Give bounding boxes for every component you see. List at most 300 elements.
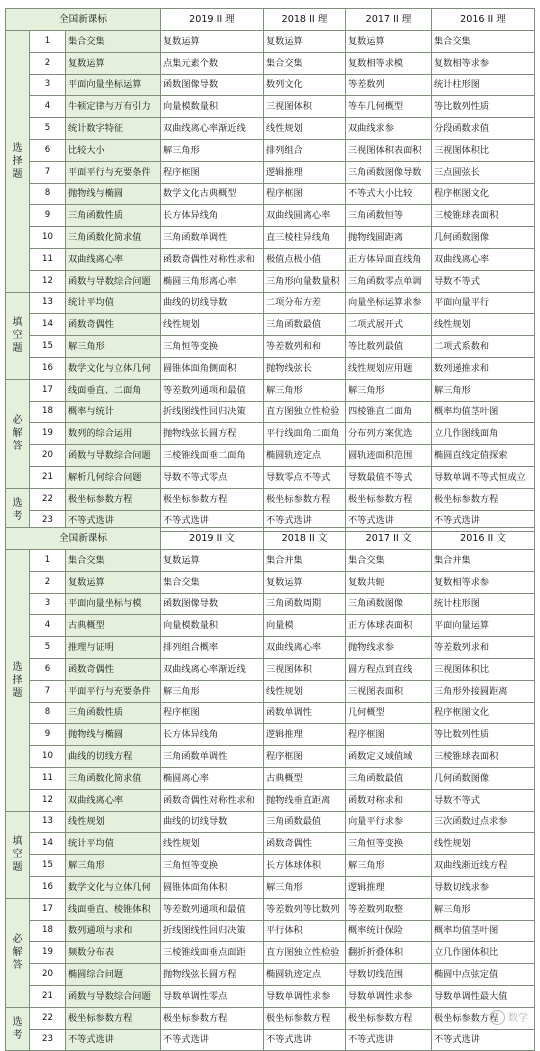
table-row bbox=[6, 767, 535, 789]
topic-cell: 不等式选讲 bbox=[264, 1029, 346, 1051]
topic-cell: 三棱锥线面垂二面角 bbox=[161, 445, 264, 467]
topic-cell: 圆轨迹面积范围 bbox=[346, 445, 432, 467]
topic-cell: 极坐标参数方程 bbox=[264, 488, 346, 510]
topic-cell: 圆方程点到直线 bbox=[346, 658, 432, 680]
topic-cell: 曲线的切线方程 bbox=[66, 746, 161, 768]
topic-cell: 三角函数恒等 bbox=[346, 205, 432, 227]
watermark-text: 数学 bbox=[508, 1012, 528, 1024]
topic-cell: 三角函数图像 bbox=[346, 593, 432, 615]
topic-cell: 双曲线离心率 bbox=[432, 248, 535, 270]
topic-cell: 复数共轭 bbox=[346, 571, 432, 593]
topic-cell: 抛物线垂直距离 bbox=[264, 789, 346, 811]
table-row bbox=[6, 898, 535, 920]
topic-cell: 三角恒等变换 bbox=[161, 855, 264, 877]
table-row bbox=[6, 985, 535, 1007]
topic-cell: 线性规划 bbox=[432, 833, 535, 855]
topic-cell: 双曲线求参 bbox=[346, 118, 432, 140]
topic-cell: 解析几何综合问题 bbox=[66, 466, 161, 488]
question-number: 12 bbox=[30, 789, 66, 811]
topic-cell: 抛物线与椭圆 bbox=[66, 183, 161, 205]
table-row bbox=[6, 227, 535, 249]
topic-cell: 导数最值不等式 bbox=[346, 466, 432, 488]
topic-cell: 概率统计保险 bbox=[346, 920, 432, 942]
topic-cell: 古典概型 bbox=[264, 767, 346, 789]
topic-cell: 抛物线与椭圆 bbox=[66, 724, 161, 746]
question-number: 2 bbox=[30, 52, 66, 74]
table-row bbox=[6, 248, 535, 270]
topic-cell: 线性规划应用题 bbox=[346, 357, 432, 379]
table-row bbox=[6, 746, 535, 768]
question-number: 9 bbox=[30, 205, 66, 227]
topic-cell: 平行体积 bbox=[264, 920, 346, 942]
question-number: 13 bbox=[30, 292, 66, 314]
table-row bbox=[6, 833, 535, 855]
question-number: 4 bbox=[30, 96, 66, 118]
topic-cell: 解三角形 bbox=[432, 379, 535, 401]
topic-cell: 程序框图 bbox=[346, 724, 432, 746]
header-row bbox=[6, 528, 535, 550]
topic-cell: 正方体球表面积 bbox=[346, 615, 432, 637]
topic-cell: 等差数列和和 bbox=[264, 336, 346, 358]
topic-cell: 函数奇偶性 bbox=[66, 314, 161, 336]
table-row bbox=[6, 942, 535, 964]
topic-cell: 三角函数化简求值 bbox=[66, 767, 161, 789]
topic-cell: 三角恒等变换 bbox=[161, 336, 264, 358]
topic-cell: 逻辑推理 bbox=[264, 724, 346, 746]
topic-cell: 椭圆直线定值探索 bbox=[432, 445, 535, 467]
arts-exam-table bbox=[5, 527, 535, 1051]
topic-cell: 三角函数图像导数 bbox=[346, 161, 432, 183]
topic-cell: 向量模数量积 bbox=[161, 96, 264, 118]
topic-cell: 统计数字特征 bbox=[66, 118, 161, 140]
topic-cell: 三角函数零点单调 bbox=[346, 270, 432, 292]
topic-cell: 向量平行求参 bbox=[346, 811, 432, 833]
topic-cell: 三角函数性质 bbox=[66, 702, 161, 724]
topic-cell: 向量模 bbox=[264, 615, 346, 637]
topic-cell: 线性规划 bbox=[161, 314, 264, 336]
topic-cell: 平面平行与充要条件 bbox=[66, 680, 161, 702]
table-row bbox=[6, 593, 535, 615]
table-row bbox=[6, 964, 535, 986]
topic-cell: 概率与统计 bbox=[66, 401, 161, 423]
question-number: 23 bbox=[30, 1029, 66, 1051]
topic-cell: 逻辑推理 bbox=[264, 161, 346, 183]
topic-cell: 三角形外接圆距离 bbox=[432, 680, 535, 702]
topic-cell: 线性规划 bbox=[161, 833, 264, 855]
topic-cell: 集合交集 bbox=[432, 31, 535, 53]
topic-cell: 平面向量平行 bbox=[432, 292, 535, 314]
topic-cell: 函数图像导数 bbox=[161, 593, 264, 615]
topic-cell: 三次函数过点求参 bbox=[432, 811, 535, 833]
question-number: 13 bbox=[30, 811, 66, 833]
topic-cell: 等差数列通项和最值 bbox=[161, 379, 264, 401]
table-row bbox=[6, 379, 535, 401]
question-number: 5 bbox=[30, 118, 66, 140]
year-header: 2017 II 理 bbox=[346, 9, 432, 31]
topic-cell: 抛物线弦长圆方程 bbox=[161, 964, 264, 986]
question-number: 18 bbox=[30, 920, 66, 942]
topic-cell: 不等式选讲 bbox=[66, 510, 161, 532]
table-row bbox=[6, 724, 535, 746]
section-label: 必解答 bbox=[6, 379, 30, 488]
topic-cell: 集合并集 bbox=[432, 550, 535, 572]
topic-cell: 函数奇偶性 bbox=[66, 658, 161, 680]
topic-cell: 曲线的切线导数 bbox=[161, 292, 264, 314]
topic-cell: 程序框图文化 bbox=[432, 183, 535, 205]
topic-cell: 极坐标参数方程 bbox=[346, 488, 432, 510]
topic-cell: 不等式选讲 bbox=[264, 510, 346, 532]
topic-cell: 排列组合 bbox=[264, 139, 346, 161]
topic-cell: 导数单调性最大值 bbox=[432, 985, 535, 1007]
topic-cell: 比较大小 bbox=[66, 139, 161, 161]
topic-cell: 统计平均值 bbox=[66, 292, 161, 314]
year-header: 2018 II 文 bbox=[264, 528, 346, 550]
topic-cell: 数列的综合运用 bbox=[66, 423, 161, 445]
topic-cell: 三角函数单调性 bbox=[161, 746, 264, 768]
topic-cell: 不等式选讲 bbox=[346, 1029, 432, 1051]
table-row bbox=[6, 292, 535, 314]
topic-cell: 等车几何概型 bbox=[346, 96, 432, 118]
table-row bbox=[6, 96, 535, 118]
topic-cell: 推理与证明 bbox=[66, 637, 161, 659]
table-row bbox=[6, 488, 535, 510]
topic-cell: 三点圆弦长 bbox=[432, 161, 535, 183]
topic-cell: 复数运算 bbox=[346, 31, 432, 53]
topic-cell: 分布列方案优选 bbox=[346, 423, 432, 445]
topic-cell: 三视图体积比 bbox=[432, 658, 535, 680]
question-number: 23 bbox=[30, 510, 66, 532]
topic-cell: 复数运算 bbox=[161, 550, 264, 572]
table-row bbox=[6, 1007, 535, 1029]
topic-cell: 向量坐标运算求参 bbox=[346, 292, 432, 314]
topic-cell: 导数单调性求参 bbox=[346, 985, 432, 1007]
question-number: 14 bbox=[30, 314, 66, 336]
table-row bbox=[6, 423, 535, 445]
topic-cell: 等比数列性质 bbox=[432, 96, 535, 118]
topic-cell: 二项式展开式 bbox=[346, 314, 432, 336]
topic-cell: 极坐标参数方程 bbox=[264, 1007, 346, 1029]
topic-cell: 极坐标参数方程 bbox=[161, 1007, 264, 1029]
table-row bbox=[6, 876, 535, 898]
question-number: 15 bbox=[30, 855, 66, 877]
topic-cell: 点集元素个数 bbox=[161, 52, 264, 74]
topic-cell: 抛物线圆距离 bbox=[346, 227, 432, 249]
question-number: 21 bbox=[30, 466, 66, 488]
table-row bbox=[6, 336, 535, 358]
section-label: 填空题 bbox=[6, 811, 30, 898]
topic-cell: 直方图独立性检验 bbox=[264, 942, 346, 964]
table-row bbox=[6, 357, 535, 379]
table-row bbox=[6, 789, 535, 811]
question-number: 16 bbox=[30, 876, 66, 898]
topic-cell: 线面垂直、棱锥体积 bbox=[66, 898, 161, 920]
table-row bbox=[6, 550, 535, 572]
topic-cell: 圆锥体面角侧面积 bbox=[161, 357, 264, 379]
topic-cell: 直方图独立性检验 bbox=[264, 401, 346, 423]
topic-cell: 双曲线圆离心率 bbox=[264, 205, 346, 227]
topic-cell: 平面向量坐标运算 bbox=[66, 74, 161, 96]
table-row bbox=[6, 466, 535, 488]
topic-cell: 等差数列求和 bbox=[432, 637, 535, 659]
topic-cell: 集合交集 bbox=[346, 550, 432, 572]
table-row bbox=[6, 139, 535, 161]
question-number: 8 bbox=[30, 183, 66, 205]
table-row bbox=[6, 811, 535, 833]
table-row bbox=[6, 161, 535, 183]
table-row bbox=[6, 637, 535, 659]
topic-cell: 不等式选讲 bbox=[432, 1029, 535, 1051]
question-number: 21 bbox=[30, 985, 66, 1007]
topic-cell: 不等式大小比较 bbox=[346, 183, 432, 205]
section-label: 选择题 bbox=[6, 31, 30, 293]
topic-cell: 抛物线弦长 bbox=[264, 357, 346, 379]
topic-cell: 数列通项与求和 bbox=[66, 920, 161, 942]
topic-cell: 不等式选讲 bbox=[161, 1029, 264, 1051]
topic-cell: 极坐标参数方程 bbox=[432, 1007, 535, 1029]
topic-cell: 双曲线离心率 bbox=[264, 637, 346, 659]
question-number: 7 bbox=[30, 161, 66, 183]
table-row bbox=[6, 571, 535, 593]
table-row bbox=[6, 270, 535, 292]
question-number: 20 bbox=[30, 445, 66, 467]
topic-cell: 不等式选讲 bbox=[346, 510, 432, 532]
topic-cell: 椭圆离心率 bbox=[161, 767, 264, 789]
table-row bbox=[6, 702, 535, 724]
topic-cell: 三角函数最值 bbox=[346, 767, 432, 789]
question-number: 4 bbox=[30, 615, 66, 637]
question-number: 18 bbox=[30, 401, 66, 423]
topic-cell: 双曲线离心率渐近线 bbox=[161, 658, 264, 680]
topic-cell: 圆锥体面角体积 bbox=[161, 876, 264, 898]
question-number: 8 bbox=[30, 702, 66, 724]
topic-cell: 复数运算 bbox=[161, 31, 264, 53]
topic-cell: 立几作图线面角 bbox=[432, 423, 535, 445]
topic-cell: 函数图像导数 bbox=[161, 74, 264, 96]
question-number: 6 bbox=[30, 139, 66, 161]
question-number: 17 bbox=[30, 898, 66, 920]
topic-cell: 等比数列最值 bbox=[346, 336, 432, 358]
question-number: 17 bbox=[30, 379, 66, 401]
topic-cell: 集合交集 bbox=[66, 31, 161, 53]
topic-cell: 函数奇偶性对称性求和 bbox=[161, 789, 264, 811]
topic-cell: 几何概型 bbox=[346, 702, 432, 724]
topic-cell: 长方体异线角 bbox=[161, 205, 264, 227]
topic-cell: 立几作图体积比 bbox=[432, 942, 535, 964]
topic-cell: 平面向量运算 bbox=[432, 615, 535, 637]
wechat-logo-icon bbox=[490, 1010, 505, 1025]
topic-cell: 线性规划 bbox=[264, 680, 346, 702]
topic-cell: 折线图线性回归决策 bbox=[161, 401, 264, 423]
topic-cell: 集合交集 bbox=[66, 550, 161, 572]
topic-cell: 椭圆轨迹定点 bbox=[264, 964, 346, 986]
topic-cell: 平面向量坐标与模 bbox=[66, 593, 161, 615]
topic-cell: 概率均值茎叶图 bbox=[432, 401, 535, 423]
topic-cell: 翻折折叠体积 bbox=[346, 942, 432, 964]
topic-cell: 向量模数量积 bbox=[161, 615, 264, 637]
topic-cell: 不等式选讲 bbox=[66, 1029, 161, 1051]
topic-cell: 几何函数图像 bbox=[432, 227, 535, 249]
topic-cell: 解三角形 bbox=[161, 139, 264, 161]
topic-cell: 解三角形 bbox=[346, 855, 432, 877]
topic-cell: 三视图体积 bbox=[264, 658, 346, 680]
section-label: 必解答 bbox=[6, 898, 30, 1007]
topic-cell: 统计柱形图 bbox=[432, 593, 535, 615]
topic-cell: 复数运算 bbox=[66, 52, 161, 74]
topic-cell: 解三角形 bbox=[264, 876, 346, 898]
topic-cell: 概率均值茎叶图 bbox=[432, 920, 535, 942]
topic-cell: 解三角形 bbox=[346, 379, 432, 401]
question-number: 3 bbox=[30, 593, 66, 615]
topic-cell: 平面平行与充要条件 bbox=[66, 161, 161, 183]
topic-cell: 双曲线离心率渐近线 bbox=[161, 118, 264, 140]
topic-cell: 不等式选讲 bbox=[161, 510, 264, 532]
table-row bbox=[6, 658, 535, 680]
topic-cell: 统计平均值 bbox=[66, 833, 161, 855]
watermark bbox=[490, 1009, 528, 1026]
topic-cell: 三视图体积比 bbox=[432, 139, 535, 161]
year-header: 2019 II 文 bbox=[161, 528, 264, 550]
table-row bbox=[6, 52, 535, 74]
topic-cell: 线性规划 bbox=[432, 314, 535, 336]
topic-cell: 逻辑推理 bbox=[346, 876, 432, 898]
table-row bbox=[6, 31, 535, 53]
topic-cell: 等差数列等比数列 bbox=[264, 898, 346, 920]
table-row bbox=[6, 615, 535, 637]
year-header: 2019 II 理 bbox=[161, 9, 264, 31]
topic-cell: 极坐标参数方程 bbox=[346, 1007, 432, 1029]
question-number: 6 bbox=[30, 658, 66, 680]
topic-cell: 等差数列取整 bbox=[346, 898, 432, 920]
topic-cell: 极值点极小值 bbox=[264, 248, 346, 270]
topic-cell: 古典概型 bbox=[66, 615, 161, 637]
question-number: 10 bbox=[30, 227, 66, 249]
question-number: 20 bbox=[30, 964, 66, 986]
topic-cell: 导数单调不等式恒成立 bbox=[432, 466, 535, 488]
topic-cell: 分段函数求值 bbox=[432, 118, 535, 140]
table-row bbox=[6, 680, 535, 702]
topic-cell: 线性规划 bbox=[264, 118, 346, 140]
section-label: 选择题 bbox=[6, 550, 30, 812]
topic-cell: 复数相等求模 bbox=[346, 52, 432, 74]
topic-cell: 数学文化与立体几何 bbox=[66, 876, 161, 898]
question-number: 16 bbox=[30, 357, 66, 379]
topic-cell: 平行线面角二面角 bbox=[264, 423, 346, 445]
topic-cell: 集合交集 bbox=[161, 571, 264, 593]
topic-cell: 三棱锥线面垂点面距 bbox=[161, 942, 264, 964]
table-row bbox=[6, 314, 535, 336]
year-header: 2016 II 文 bbox=[432, 528, 535, 550]
question-number: 3 bbox=[30, 74, 66, 96]
topic-cell: 三棱锥球表面积 bbox=[432, 205, 535, 227]
topic-cell: 直三棱柱异线角 bbox=[264, 227, 346, 249]
topic-cell: 复数运算 bbox=[66, 571, 161, 593]
topic-cell: 排列组合概率 bbox=[161, 637, 264, 659]
topic-cell: 函数与导数综合问题 bbox=[66, 270, 161, 292]
question-number: 5 bbox=[30, 637, 66, 659]
topic-cell: 数列文化 bbox=[264, 74, 346, 96]
topic-cell: 抛物线求参 bbox=[346, 637, 432, 659]
question-number: 11 bbox=[30, 767, 66, 789]
topic-cell: 解三角形 bbox=[161, 680, 264, 702]
topic-cell: 解三角形 bbox=[264, 379, 346, 401]
section-label: 选考 bbox=[6, 1007, 30, 1051]
table-row bbox=[6, 401, 535, 423]
question-number: 10 bbox=[30, 746, 66, 768]
topic-cell: 三视图表面积 bbox=[346, 680, 432, 702]
topic-cell: 导数切线范围 bbox=[346, 964, 432, 986]
topic-cell: 三角函数单调性 bbox=[161, 227, 264, 249]
topic-cell: 正方体异面直线角 bbox=[346, 248, 432, 270]
topic-cell: 程序框图 bbox=[161, 702, 264, 724]
topic-cell: 复数运算 bbox=[264, 31, 346, 53]
topic-cell: 极坐标参数方程 bbox=[432, 488, 535, 510]
topic-cell: 集合并集 bbox=[264, 550, 346, 572]
topic-cell: 导数不等式零点 bbox=[161, 466, 264, 488]
topic-cell: 四棱锥直二面角 bbox=[346, 401, 432, 423]
topic-cell: 三角函数最值 bbox=[264, 314, 346, 336]
topic-cell: 三角函数最值 bbox=[264, 811, 346, 833]
question-number: 7 bbox=[30, 680, 66, 702]
topic-cell: 不等式选讲 bbox=[432, 510, 535, 532]
topic-cell: 双曲线离心率 bbox=[66, 789, 161, 811]
header-row bbox=[6, 9, 535, 31]
topic-cell: 数学文化古典概型 bbox=[161, 183, 264, 205]
topic-cell: 三视图体积表面积 bbox=[346, 139, 432, 161]
science-exam-table bbox=[5, 8, 535, 532]
topic-cell: 双曲线渐近线方程 bbox=[432, 855, 535, 877]
question-number: 11 bbox=[30, 248, 66, 270]
topic-cell: 抛物线弦长圆方程 bbox=[161, 423, 264, 445]
topic-cell: 三棱锥球表面积 bbox=[432, 746, 535, 768]
table-row bbox=[6, 205, 535, 227]
topic-cell: 复数运算 bbox=[264, 571, 346, 593]
topic-cell: 函数与导数综合问题 bbox=[66, 445, 161, 467]
table-row bbox=[6, 1029, 535, 1051]
topic-cell: 解三角形 bbox=[432, 898, 535, 920]
question-number: 19 bbox=[30, 942, 66, 964]
topic-cell: 椭圆三角形离心率 bbox=[161, 270, 264, 292]
table-row bbox=[6, 445, 535, 467]
topic-cell: 导数不等式 bbox=[432, 789, 535, 811]
topic-cell: 解三角形 bbox=[66, 336, 161, 358]
topic-cell: 线面垂直、二面角 bbox=[66, 379, 161, 401]
question-number: 1 bbox=[30, 31, 66, 53]
topic-cell: 频数分布表 bbox=[66, 942, 161, 964]
topic-cell: 三视图体积 bbox=[264, 96, 346, 118]
year-header: 2017 II 文 bbox=[346, 528, 432, 550]
topic-cell: 几何函数图像 bbox=[432, 767, 535, 789]
topic-cell: 三角函数性质 bbox=[66, 205, 161, 227]
topic-cell: 函数单调性 bbox=[264, 702, 346, 724]
topic-cell: 三角函数周期 bbox=[264, 593, 346, 615]
topic-cell: 解三角形 bbox=[66, 855, 161, 877]
question-number: 22 bbox=[30, 1007, 66, 1029]
topic-cell: 数列递推求和 bbox=[432, 357, 535, 379]
topic-cell: 极坐标参数方程 bbox=[66, 488, 161, 510]
topic-cell: 椭圆轨迹定点 bbox=[264, 445, 346, 467]
topic-cell: 极坐标参数方程 bbox=[66, 1007, 161, 1029]
question-number: 22 bbox=[30, 488, 66, 510]
topic-cell: 三角形向量数量积 bbox=[264, 270, 346, 292]
topic-cell: 双曲线离心率 bbox=[66, 248, 161, 270]
topic-cell: 复数相等求参 bbox=[432, 52, 535, 74]
topic-cell: 等差数列通项和最值 bbox=[161, 898, 264, 920]
topic-cell: 长方体球体积 bbox=[264, 855, 346, 877]
topic-cell: 程序框图文化 bbox=[432, 702, 535, 724]
question-number: 15 bbox=[30, 336, 66, 358]
section-label: 选考 bbox=[6, 488, 30, 532]
topic-cell: 函数与导数综合问题 bbox=[66, 985, 161, 1007]
